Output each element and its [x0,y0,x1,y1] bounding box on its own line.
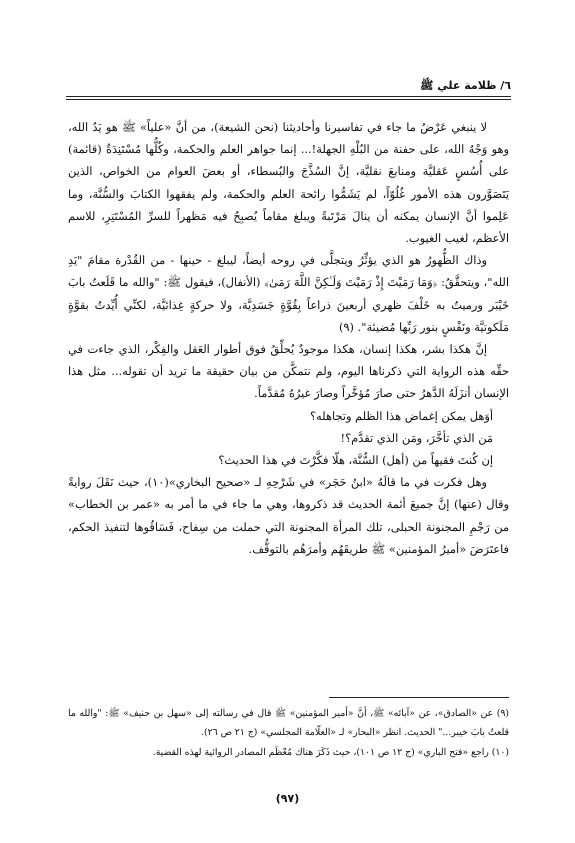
main-text [68,116,509,560]
paragraph: لا ينبغي عَرْضُ ما جاء في تفاسيرنا وأحاديثنا (نحن الشيعة)، من أنَّ «علياً» ﷺ هو يَدُ الله، وهو وَجْهُ الله، على حفنة من البُلْهِ الجهلة!... إنما جواهر العلم والحكمة، وكُلُّها مُسْتَنِدَةٌ (قائمة) على أُسُسٍ عَقليَّة ومنابعَ نقليَّة، إنَّ السُذَّجَ والبُسطاء، أو بعضَ العوام من الخواص، الذين يَتَصَوَّرون هذه الأمور غُلُوّاً، لم يَشَمُّوا رائحة العلم والحكمة، ولم يفقهوا الكتابَ والسُّنَّة، وما عَلِموا أنَّ الإنسان يمكنه أن ينالَ مَرْتَبةً ويبلغ مقاماً يُصبِحُ فيه مَظهراً للسرِّ المُسْتَتِرِ، للاسم الأعظم، لغيب الغيوب. [68,120,509,246]
footnotes [68,705,509,763]
question-line: أوَهل يمكن إغماض هذا الظلم وتجاهله؟ [310,408,493,423]
paragraph: وذاك الظُّهورُ هو الذي يؤثِّرُ ويتجلَّى في روحه أيضاً، ليبلغ - حينها - من القُدْرة مقامَ "يَدِ الله"، ويتحقَّقُ: ﴿وَمَا رَمَيْتَ إِذْ رَمَيْتَ وَلَـٰكِنَّ اللَّهَ رَمَىٰ﴾ (الأنفال)، فيقول ﷺ: "والله ما قَلَعتُ بابَ خَيْبَر ورميتُ به خَلْفَ ظهري أربعينَ ذراعاً بِقُوَّةٍ جَسَدِيَّة، ولا حركةٍ غِذائيَّة، لكنِّي أُيِّدتُ بقوَّةٍ مَلَكوتيَّة ونَفْسٍ بنور رَبِّها مُضيئة". (٩) [68,253,509,334]
running-header [66,78,511,94]
footnote-10: (١٠) راجع «فتح الباري» (ج ١٢ ص ١٠١)، حيث ذَكَرَ هناك مُعْظَم المصادر الروائية لهذه القضية. [152,747,509,758]
header-rule-double [66,99,511,100]
question-line: مَن الذي تأخَّرَ، ومَن الذي تقدَّم؟! [340,430,493,445]
question-line: إن كُنتَ فقيهاً من (أهل) السُّنَّة، هلّا فكَّرْتَ في هذا الحديث؟ [218,453,493,468]
footnote-9: (٩) عن «الصادق»، عن «آبائه» ﷺ، أنَّ «أمير المؤمنين» ﷺ قال في رسالته إلى «سهل بن حنيف» ﷺ: "والله ما قلعتُ بابَ خيبر..." الحديث. انظر «البحار» لـ «العلّامة المجلسي» (ج ٢١ ص ٢٦). [68,708,509,738]
footnote-separator [329,697,509,698]
paragraph: إنَّ هكذا بشر، هكذا إنسان، هكذا موجودٌ يُحلِّقُ فوق أطوار العَقل والفِكْر، الذي جاءت في حقِّه هذه الرواية التي ذكرناها اليوم، ولم نتمكَّن من بيان حقيقة ما تريد أن تقوله... مثل هذا الإنسان أنزَلَهُ الدَّهرُ حتى صارَ مُؤخَّراً وصارَ غيرُهُ مُقدَّماً. [68,342,509,401]
paragraph: وهل فكرت في ما قالَهُ «ابنُ حَجَر» في شَرْحِهِ لـ «صحيح البخاري»(١٠)، حيث نَقَلَ روايةً وقال (عنها) إنَّ جميعَ أئمة الحديث قد ذكروها، وهي ما جاء في ما أمر به «عمر بن الخطاب» من رَجْمِ المجنونة الحبلى، تلك المرأة المجنونة التي حملت من سِفاح، فَسَاقُوها لتنفيذ الحكم، فاعتَرَضَ «أميرُ المؤمنين» ﷺ طريقَهُم وأمرَهُم بالتوقُّف. [68,475,509,556]
running-header-title: ٦/ ظلامة علي ﷺ [420,79,511,92]
header-rule [66,96,511,97]
page-number: (٩٧) [275,792,300,805]
